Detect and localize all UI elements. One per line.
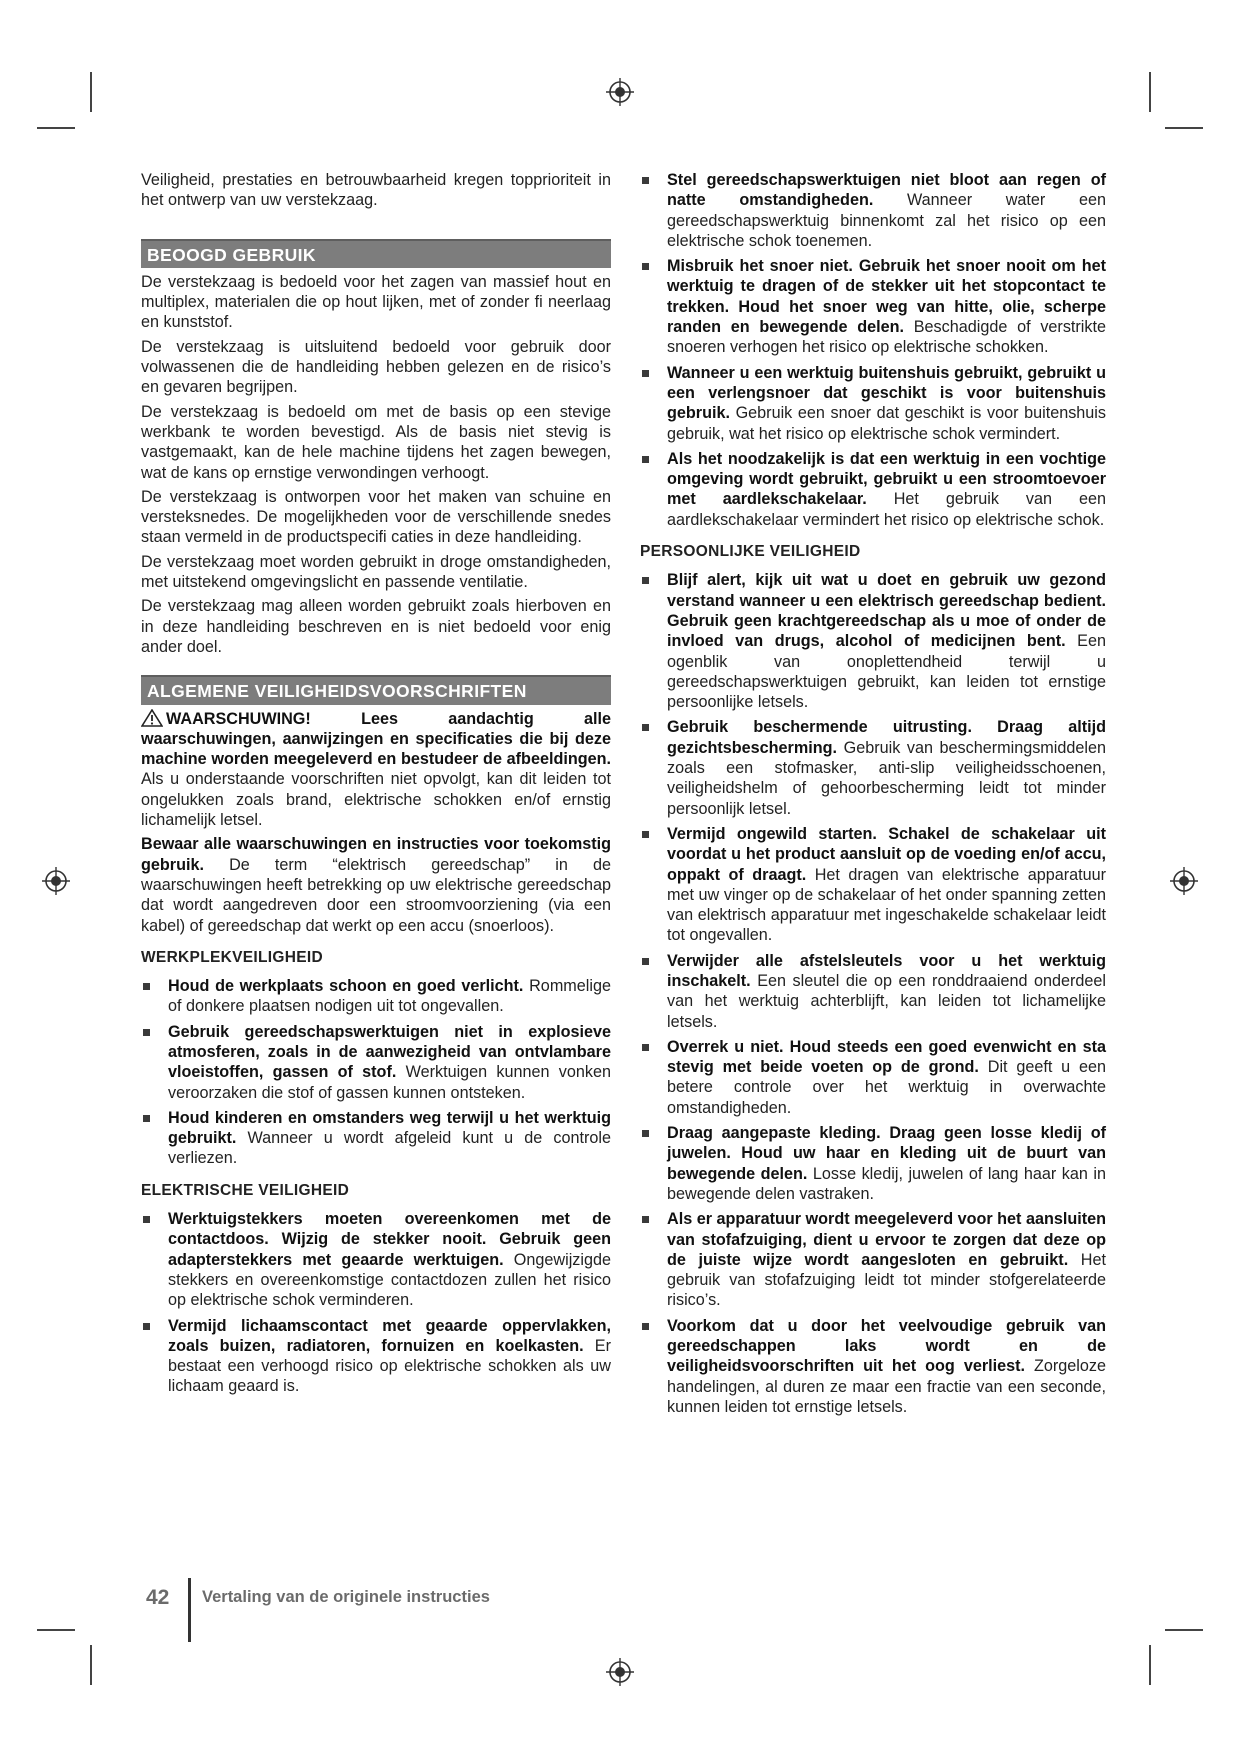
paragraph: De verstekzaag is bedoeld om met de basis op een stevige werkbank te worden bevestigd. Als de basis niet stevig is vastgemaakt, kan de hele machine tijdens het zagen bewegen, wat de kans op ernstige verwondingen verhoogt. — [141, 402, 611, 482]
electrical-list-continued — [640, 170, 1106, 530]
bullet-icon — [642, 1044, 649, 1051]
list-item — [141, 1108, 611, 1169]
item-bold: Stel gereedschapswerktuigen niet bloot aan regen of natte omstandigheden. — [667, 171, 1106, 210]
bullet-icon — [642, 958, 649, 965]
list-item — [640, 717, 1106, 818]
bullet-icon — [642, 831, 649, 838]
item-text: Ongewijzigde stekkers en overeenkomstige contactdozen zullen het risico op elektrische schok verminderen. — [168, 1250, 611, 1310]
list-item — [640, 1209, 1106, 1310]
bullet-icon — [642, 1216, 649, 1223]
item-text: Er bestaat een verhoogd risico op elektrische schokken als uw lichaam geaard is. — [168, 1336, 611, 1396]
item-bold: Gebruik gereedschapswerktuigen niet in explosieve atmosferen, zoals in de aanwezigheid van ontvlambare vloeistoffen, gassen of stof. — [168, 1022, 611, 1082]
bullet-icon — [642, 577, 649, 584]
warning-paragraph — [141, 709, 611, 831]
item-bold: Als er apparatuur wordt meegeleverd voor het aansluiten van stofafzuiging, dient u ervoor te zorgen dat deze op de juiste wijze wordt aangesloten en gebruikt. — [667, 1210, 1106, 1269]
crop-mark — [90, 1645, 92, 1685]
crop-mark — [1149, 72, 1151, 112]
crop-mark — [1165, 127, 1203, 129]
bullet-icon — [143, 1115, 150, 1122]
registration-mark-icon — [1169, 866, 1199, 896]
bullet-icon — [642, 177, 649, 184]
personal-list — [640, 570, 1106, 1417]
item-bold: Overrek u niet. Houd steeds een goed evenwicht en sta stevig met beide voeten op de grond. — [667, 1037, 1106, 1077]
paragraph: De verstekzaag moet worden gebruikt in droge omstandigheden, met uitstekend omgevingslicht en passende ventilatie. — [141, 552, 611, 592]
list-item — [640, 449, 1106, 530]
list-item — [640, 1316, 1106, 1417]
list-item — [640, 170, 1106, 251]
intro-paragraph: Veiligheid, prestaties en betrouwbaarheid kregen topprioriteit in het ontwerp van uw verstekzaag. — [141, 171, 611, 210]
subheading-persoonlijke-veiligheid: PERSOONLIJKE VEILIGHEID — [640, 543, 861, 561]
warning-text: Als u onderstaande voorschriften niet opvolgt, kan dit leiden tot ongelukken zoals brand, elektrische schokken en/of ernstig lichamelijk letsel. — [141, 770, 611, 830]
list-item — [141, 976, 611, 1017]
footer-divider — [188, 1578, 191, 1642]
crop-mark — [90, 72, 92, 112]
right-column — [640, 170, 1106, 1422]
item-bold: Houd kinderen en omstanders weg terwijl u het werktuig gebruikt. — [168, 1108, 611, 1148]
list-item — [640, 951, 1106, 1032]
item-bold: Als het noodzakelijk is dat een werktuig in een vochtige omgeving wordt gebruikt, gebruikt u een stroomtoevoer met aardlekschakelaar. — [667, 449, 1106, 509]
page-number: 42 — [146, 1586, 170, 1609]
list-item — [640, 256, 1106, 357]
bullet-icon — [143, 1323, 150, 1330]
section-heading-algemene-veiligheidsvoorschriften: ALGEMENE VEILIGHEIDSVOORSCHRIFTEN — [141, 675, 611, 704]
item-bold: Vermijd ongewild starten. Schakel de schakelaar uit voordat u het product aansluit op de voeding en/of accu, oppakt of draagt. — [667, 824, 1106, 884]
bullet-icon — [642, 370, 649, 377]
list-item — [640, 363, 1106, 444]
crop-mark — [1165, 1629, 1203, 1631]
item-text: Wanneer u wordt afgeleid kunt u de controle verliezen. — [168, 1129, 611, 1168]
item-text: Gebruik van beschermingsmiddelen zoals een stofmasker, anti-slip veiligheidsschoenen, veiligheidshelm of gehoorbescherming leidt tot minder persoonlijk letsel. — [667, 738, 1106, 818]
bullet-icon — [143, 1029, 150, 1036]
subheading-werkplekveiligheid: WERKPLEKVEILIGHEID — [141, 948, 323, 966]
item-text: Het gebruik van stofafzuiging leidt tot minder stofgerelateerde risico’s. — [667, 1250, 1106, 1310]
item-bold: Draag aangepaste kleding. Draag geen losse kledij of juwelen. Houd uw haar en kleding uit de buurt van bewegende delen. — [667, 1124, 1106, 1183]
warning-bold-text: WAARSCHUWING! Lees aandachtig alle waarschuwingen, aanwijzingen en specificaties die bij deze machine worden meegeleverd en bestudeer de afbeeldingen. — [141, 709, 611, 769]
item-text: Het gebruik van een aardlekschakelaar vermindert het risico op elektrische schok. — [667, 490, 1106, 529]
item-bold: Blijf alert, kijk uit wat u doet en gebruik uw gezond verstand wanneer u een elektrisch gereedschap bedient. Gebruik geen krachtgereedschap als u moe of onder de invloed van drugs, alcohol of medicijnen bent. — [667, 571, 1106, 651]
keep-bold-text: Bewaar alle waarschuwingen en instructies voor toekomstig gebruik. — [141, 835, 611, 874]
list-item — [141, 1209, 611, 1310]
item-text: Losse kledij, juwelen of lang haar kan in bewegende delen vastraken. — [667, 1164, 1106, 1203]
item-text: Zorgeloze handelingen, al duren ze maar een fractie van een seconde, kunnen leiden tot ernstige letsels. — [667, 1357, 1106, 1416]
item-text: Wanneer water een gereedschapswerktuig binnenkomt zal het risico op een elektrische schok toenemen. — [667, 191, 1106, 250]
item-text: Een sleutel die op een ronddraaiend onderdeel van het werktuig achterblijft, kan leiden tot lichamelijke letsels. — [667, 971, 1106, 1031]
crop-mark — [1149, 1645, 1151, 1685]
bullet-icon — [642, 263, 649, 270]
section-heading-beoogd-gebruik: BEOOGD GEBRUIK — [141, 239, 611, 268]
list-item — [640, 824, 1106, 946]
item-text: Een ogenblik van onoplettendheid terwijl u gereedschapswerktuigen gebruikt, kan leiden tot ernstige persoonlijke letsels. — [667, 632, 1106, 712]
item-text: Gebruik een snoer dat geschikt is voor buitenshuis gebruik, wat het risico op elektrische schok vermindert. — [667, 404, 1106, 443]
keep-text: De term “elektrisch gereedschap” in de waarschuwingen heeft betrekking op uw elektrische gereedschap dat wordt aangedreven door een stroomvoorziening (via een kabel) of gereedschap dat werkt op een accu (snoerloos). — [141, 855, 611, 935]
item-text: Dit geeft u een betere controle over het werktuig in overwachte omstandigheden. — [667, 1058, 1106, 1117]
item-text: Het dragen van elektrische apparatuur met uw vinger op de schakelaar of het onder spanning zetten van elektrisch apparatuur met ingeschakelde schakelaar leidt tot ongevallen. — [667, 865, 1106, 945]
list-item — [640, 1037, 1106, 1118]
crop-mark — [37, 1629, 75, 1631]
bullet-icon — [143, 1216, 150, 1223]
crop-mark — [37, 127, 75, 129]
item-bold: Misbruik het snoer niet. Gebruik het snoer nooit om het werktuig te dragen of de stekker uit het stopcontact te trekken. Houd het snoer weg van hitte, olie, scherpe randen en bewegende delen. — [667, 257, 1106, 337]
registration-mark-icon — [605, 1657, 635, 1687]
paragraph: De verstekzaag is ontworpen voor het maken van schuine en versteksnedes. De mogelijkheden voor de verschillende snedes staan vermeld in de productspecifi caties in deze handleiding. — [141, 487, 611, 547]
bullet-icon — [642, 1130, 649, 1137]
list-item — [640, 1123, 1106, 1204]
bullet-icon — [642, 724, 649, 731]
item-bold: Wanneer u een werktuig buitenshuis gebruikt, gebruikt u een verlengsnoer dat geschikt is voor buitenshuis gebruik. — [667, 363, 1106, 423]
subheading-elektrische-veiligheid: ELEKTRISCHE VEILIGHEID — [141, 1181, 350, 1199]
item-bold: Vermijd lichaamscontact met geaarde oppervlakken, zoals buizen, radiatoren, fornuizen en koelkasten. — [168, 1316, 611, 1355]
bullet-icon — [642, 1323, 649, 1330]
item-text: Rommelige of donkere plaatsen nodigen uit tot ongevallen. — [168, 977, 611, 1016]
bullet-icon — [642, 456, 649, 463]
keep-instructions-paragraph — [141, 834, 611, 935]
item-bold: Gebruik beschermende uitrusting. Draag altijd gezichtsbescherming. — [667, 718, 1106, 757]
registration-mark-icon — [605, 77, 635, 107]
registration-mark-icon — [41, 866, 71, 896]
item-bold: Werktuigstekkers moeten overeenkomen met de contactdoos. Wijzig de stekker nooit. Gebruik geen adapterstekkers met geaarde werktuigen. — [168, 1210, 611, 1269]
warning-triangle-icon — [141, 709, 163, 727]
list-item — [141, 1316, 611, 1397]
electrical-list — [141, 1209, 611, 1397]
paragraph: De verstekzaag is bedoeld voor het zagen van massief hout en multiplex, materialen die op hout lijken, met of zonder fi neerlaag en kunststof. — [141, 272, 611, 332]
item-text: Beschadigde of verstrikte snoeren verhogen het risico op elektrische schokken. — [667, 318, 1106, 357]
item-text: Werktuigen kunnen vonken veroorzaken die stof of gassen kunnen ontsteken. — [168, 1063, 611, 1102]
bullet-icon — [143, 983, 150, 990]
item-bold: Voorkom dat u door het veelvoudige gebruik van gereedschappen laks wordt en de veiligheidsvoorschriften uit het oog verliest. — [667, 1316, 1106, 1376]
left-column — [141, 170, 611, 1402]
footer-text: Vertaling van de originele instructies — [202, 1588, 490, 1606]
item-bold: Houd de werkplaats schoon en goed verlicht. — [168, 977, 524, 996]
item-bold: Verwijder alle afstelsleutels voor u het werktuig inschakelt. — [667, 951, 1106, 990]
workplace-list — [141, 976, 611, 1169]
paragraph: De verstekzaag mag alleen worden gebruikt zoals hierboven en in deze handleiding beschreven en is niet bedoeld voor enig ander doel. — [141, 597, 611, 656]
list-item — [640, 570, 1106, 712]
paragraph: De verstekzaag is uitsluitend bedoeld voor gebruik door volwassenen die de handleiding hebben gelezen en de risico’s en gevaren begrijpen. — [141, 337, 611, 397]
list-item — [141, 1022, 611, 1103]
